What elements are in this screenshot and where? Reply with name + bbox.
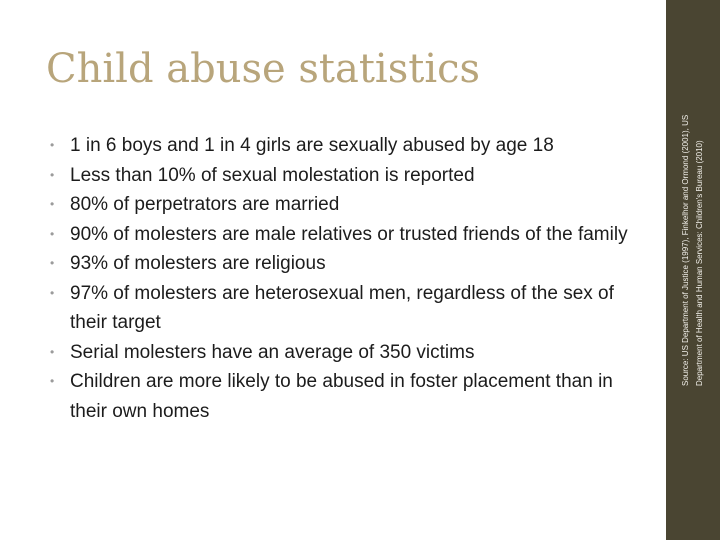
- bullet-text: 1 in 6 boys and 1 in 4 girls are sexually abused by age 18: [70, 135, 554, 156]
- bullet-text: Serial molesters have an average of 350 victims: [70, 341, 475, 363]
- list-item: [50, 279, 650, 338]
- slide-title: Child abuse statistics: [46, 46, 481, 92]
- bullet-icon: •: [50, 256, 55, 270]
- list-item: [50, 131, 650, 161]
- bullet-icon: •: [50, 167, 55, 182]
- list-item: [50, 249, 650, 279]
- bullet-text: 97% of molesters are heterosexual men, regardless of the sex of their target: [70, 282, 614, 333]
- bullet-text: 93% of molesters are religious: [70, 253, 326, 274]
- bullet-text: 90% of molesters are male relatives or trusted friends of the family: [70, 223, 628, 245]
- list-item: [50, 338, 650, 368]
- bullet-text: Less than 10% of sexual molestation is reported: [70, 164, 475, 186]
- bullet-text: Children are more likely to be abused in foster placement than in their own homes: [70, 371, 613, 422]
- bullet-icon: •: [50, 285, 55, 300]
- bullet-icon: •: [50, 374, 55, 388]
- list-item: [50, 190, 650, 220]
- bullet-icon: •: [50, 138, 55, 152]
- list-item: [50, 220, 650, 250]
- bullet-icon: •: [50, 197, 55, 211]
- list-item: [50, 161, 650, 191]
- bullet-list: [50, 131, 650, 426]
- bullet-icon: •: [50, 344, 55, 359]
- bullet-text: 80% of perpetrators are married: [70, 194, 340, 215]
- source-citation: Source: US Department of Justice (1997), Finkelhor and Ormond (2001), US Department of Health and Human Services: Children's Bureau (2010): [681, 114, 704, 386]
- bullet-icon: •: [50, 226, 55, 241]
- list-item: [50, 367, 650, 426]
